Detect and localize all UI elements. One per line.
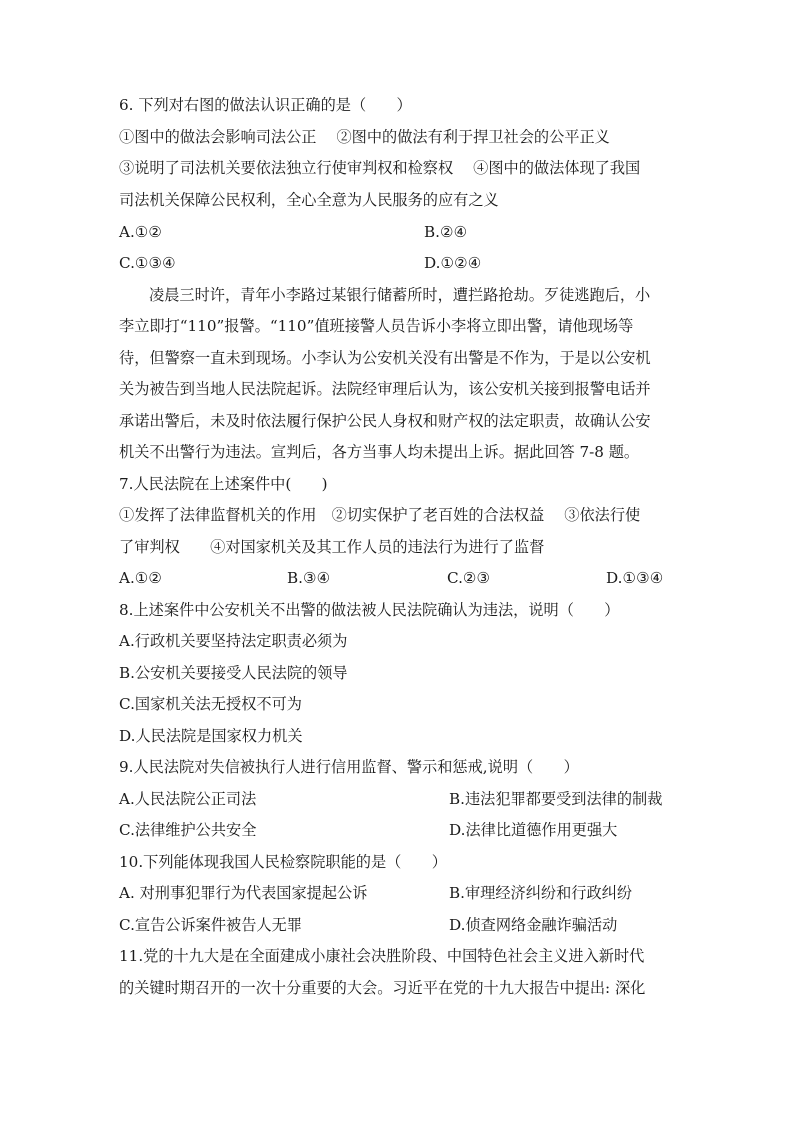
- q6-statement-line: ①图中的做法会影响司法公正 ②图中的做法有利于捍卫社会的公平正义: [119, 128, 610, 146]
- q6-option-a: A.①②: [119, 223, 163, 241]
- passage-line: 待，但警察一直未到现场。小李认为公安机关没有出警是不作为，于是以公安机: [119, 349, 651, 367]
- q10-option-b: B.审理经济纠纷和行政纠纷: [449, 884, 633, 902]
- q6-option-c: C.①③④: [119, 254, 176, 272]
- q9-option-d: D.法律比道德作用更强大: [449, 821, 618, 839]
- q10-option-c: C.宣告公诉案件被告人无罪: [119, 916, 302, 934]
- q6-statement-line: ③说明了司法机关要依法独立行使审判权和检察权 ④图中的做法体现了我国: [119, 159, 641, 177]
- q7-option-d: D.①③④: [606, 569, 664, 587]
- q6-option-d: D.①②④: [424, 254, 482, 272]
- q8-option-b: B.公安机关要接受人民法院的领导: [119, 664, 348, 682]
- q11-stem-line: 11.党的十九大是在全面建成小康社会决胜阶段、中国特色社会主义进入新时代: [119, 947, 645, 965]
- q9-option-c: C.法律维护公共安全: [119, 821, 257, 839]
- q9-option-a: A.人民法院公正司法: [119, 790, 257, 808]
- q9-stem: 9.人民法院对失信被执行人进行信用监督、警示和惩戒,说明（ ）: [119, 758, 579, 776]
- q8-option-a: A.行政机关要坚持法定职责必须为: [119, 632, 348, 650]
- q7-statement-line: ①发挥了法律监督机关的作用 ②切实保护了老百姓的合法权益 ③依法行使: [119, 506, 641, 524]
- q8-option-c: C.国家机关法无授权不可为: [119, 695, 302, 713]
- q8-option-d: D.人民法院是国家权力机关: [119, 727, 303, 745]
- passage-line: 李立即打“110”报警。“110”值班接警人员告诉小李将立即出警，请他现场等: [119, 317, 634, 335]
- q8-stem: 8.上述案件中公安机关不出警的做法被人民法院确认为违法，说明（ ）: [119, 601, 620, 619]
- q6-statement-line: 司法机关保障公民权利，全心全意为人民服务的应有之义: [119, 191, 499, 209]
- q7-stem: 7.人民法院在上述案件中( ): [119, 475, 328, 493]
- q6-option-b: B.②④: [424, 223, 468, 241]
- q10-stem: 10.下列能体现我国人民检察院职能的是（ ）: [119, 853, 447, 871]
- passage-line: 关为被告到当地人民法院起诉。法院经审理后认为，该公安机关接到报警电话并: [119, 380, 651, 398]
- q11-stem-line: 的关键时期召开的一次十分重要的大会。习近平在党的十九大报告中提出: 深化: [119, 979, 646, 997]
- passage-line: 机关不出警行为违法。宣判后，各方当事人均未提出上诉。据此回答 7-8 题。: [119, 443, 640, 461]
- q10-option-d: D.侦查网络金融诈骗活动: [449, 916, 618, 934]
- q7-option-c: C.②③: [447, 569, 491, 587]
- q7-option-b: B.③④: [287, 569, 331, 587]
- q9-option-b: B.违法犯罪都要受到法律的制裁: [449, 790, 663, 808]
- q7-statement-line: 了审判权 ④对国家机关及其工作人员的违法行为进行了监督: [119, 538, 545, 556]
- q7-option-a: A.①②: [119, 569, 163, 587]
- passage-line: 承诺出警后，未及时依法履行保护公民人身权和财产权的法定职责，故确认公安: [119, 412, 651, 430]
- passage-line: 凌晨三时许，青年小李路过某银行储蓄所时，遭拦路抢劫。歹徒逃跑后，小: [149, 286, 651, 304]
- q6-stem: 6. 下列对右图的做法认识正确的是（ ）: [119, 96, 412, 114]
- q10-option-a: A. 对刑事犯罪行为代表国家提起公诉: [119, 884, 368, 902]
